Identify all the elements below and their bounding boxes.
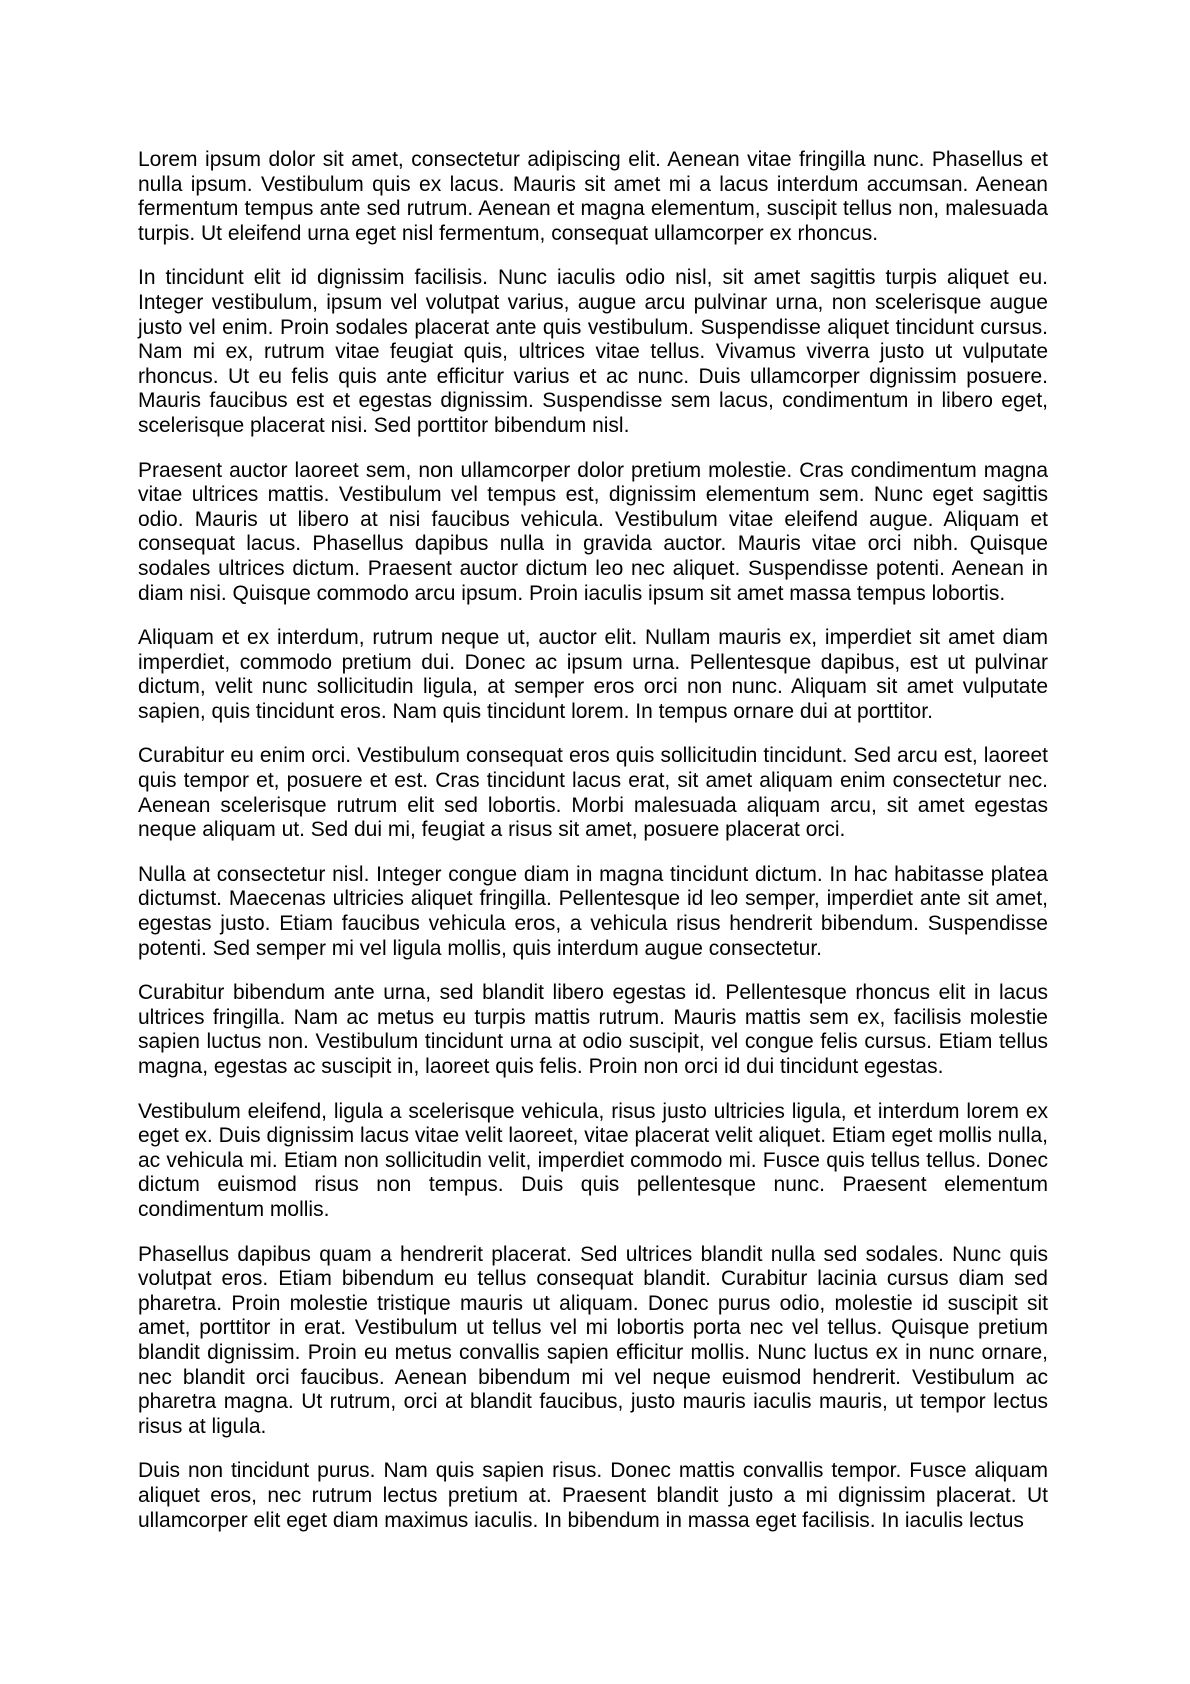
paragraph-9: Phasellus dapibus quam a hendrerit placerat. Sed ultrices blandit nulla sed sodales. Nunc quis volutpat eros. Etiam bibendum eu tellus consequat blandit. Curabitur lacinia cursus diam sed pharetra. Proin molestie tristique mauris ut aliquam. Donec purus odio, molestie id suscipit sit amet, porttitor in erat. Vestibulum ut tellus vel mi lobortis porta nec vel tellus. Quisque pretium blandit dignissim. Proin eu metus convallis sapien efficitur mollis. Nunc luctus ex in nunc ornare, nec blandit orci faucibus. Aenean bibendum mi vel neque euismod hendrerit. Vestibulum ac pharetra magna. Ut rutrum, orci at blandit faucibus, justo mauris iaculis mauris, ut tempor lectus risus at ligula. [138, 1242, 1048, 1438]
paragraph-3: Praesent auctor laoreet sem, non ullamcorper dolor pretium molestie. Cras condimentum magna vitae ultrices mattis. Vestibulum vel tempus est, dignissim elementum sem. Nunc eget sagittis odio. Mauris ut libero at nisi faucibus vehicula. Vestibulum vitae eleifend augue. Aliquam et consequat lacus. Phasellus dapibus nulla in gravida auctor. Mauris vitae orci nibh. Quisque sodales ultrices dictum. Praesent auctor dictum leo nec aliquet. Suspendisse potenti. Aenean in diam nisi. Quisque commodo arcu ipsum. Proin iaculis ipsum sit amet massa tempus lobortis. [138, 458, 1048, 605]
paragraph-5: Curabitur eu enim orci. Vestibulum consequat eros quis sollicitudin tincidunt. Sed arcu est, laoreet quis tempor et, posuere et est. Cras tincidunt lacus erat, sit amet aliquam enim consectetur nec. Aenean scelerisque rutrum elit sed lobortis. Morbi malesuada aliquam arcu, sit amet egestas neque aliquam ut. Sed dui mi, feugiat a risus sit amet, posuere placerat orci. [138, 744, 1048, 842]
paragraph-2: In tincidunt elit id dignissim facilisis. Nunc iaculis odio nisl, sit amet sagittis turpis aliquet eu. Integer vestibulum, ipsum vel volutpat varius, augue arcu pulvinar urna, non scelerisque augue justo vel enim. Proin sodales placerat ante quis vestibulum. Suspendisse aliquet tincidunt cursus. Nam mi ex, rutrum vitae feugiat quis, ultrices vitae tellus. Vivamus viverra justo ut vulputate rhoncus. Ut eu felis quis ante efficitur varius et ac nunc. Duis ullamcorper dignissim posuere. Mauris faucibus est et egestas dignissim. Suspendisse sem lacus, condimentum in libero eget, scelerisque placerat nisi. Sed porttitor bibendum nisl. [138, 266, 1048, 437]
document-body [138, 148, 1048, 1533]
paragraph-7: Curabitur bibendum ante urna, sed blandit libero egestas id. Pellentesque rhoncus elit in lacus ultrices fringilla. Nam ac metus eu turpis mattis rutrum. Mauris mattis sem ex, facilisis molestie sapien luctus non. Vestibulum tincidunt urna at odio suscipit, vel congue felis cursus. Etiam tellus magna, egestas ac suscipit in, laoreet quis felis. Proin non orci id dui tincidunt egestas. [138, 981, 1048, 1078]
paragraph-4: Aliquam et ex interdum, rutrum neque ut, auctor elit. Nullam mauris ex, imperdiet sit amet diam imperdiet, commodo pretium dui. Donec ac ipsum urna. Pellentesque dapibus, est ut pulvinar dictum, velit nunc sollicitudin ligula, at semper eros orci non nunc. Aliquam sit amet vulputate sapien, quis tincidunt eros. Nam quis tincidunt lorem. In tempus ornare dui at porttitor. [138, 626, 1048, 723]
paragraph-10: Duis non tincidunt purus. Nam quis sapien risus. Donec mattis convallis tempor. Fusce aliquam aliquet eros, nec rutrum lectus pretium at. Praesent blandit justo a mi dignissim placerat. Ut ullamcorper elit eget diam maximus iaculis. In bibendum in massa eget facilisis. In iaculis lectus [138, 1459, 1048, 1532]
paragraph-1: Lorem ipsum dolor sit amet, consectetur adipiscing elit. Aenean vitae fringilla nunc. Phasellus et nulla ipsum. Vestibulum quis ex lacus. Mauris sit amet mi a lacus interdum accumsan. Aenean fermentum tempus ante sed rutrum. Aenean et magna elementum, suscipit tellus non, malesuada turpis. Ut eleifend urna eget nisl fermentum, consequat ullamcorper ex rhoncus. [138, 148, 1048, 245]
paragraph-6: Nulla at consectetur nisl. Integer congue diam in magna tincidunt dictum. In hac habitasse platea dictumst. Maecenas ultricies aliquet fringilla. Pellentesque id leo semper, imperdiet ante sit amet, egestas justo. Etiam faucibus vehicula eros, a vehicula risus hendrerit bibendum. Suspendisse potenti. Sed semper mi vel ligula mollis, quis interdum augue consectetur. [138, 862, 1048, 960]
paragraph-8: Vestibulum eleifend, ligula a scelerisque vehicula, risus justo ultricies ligula, et interdum lorem ex eget ex. Duis dignissim lacus vitae velit laoreet, vitae placerat velit aliquet. Etiam eget mollis nulla, ac vehicula mi. Etiam non sollicitudin velit, imperdiet commodo mi. Fusce quis tellus tellus. Donec dictum euismod risus non tempus. Duis quis pellentesque nunc. Praesent elementum condimentum mollis. [138, 1099, 1048, 1221]
